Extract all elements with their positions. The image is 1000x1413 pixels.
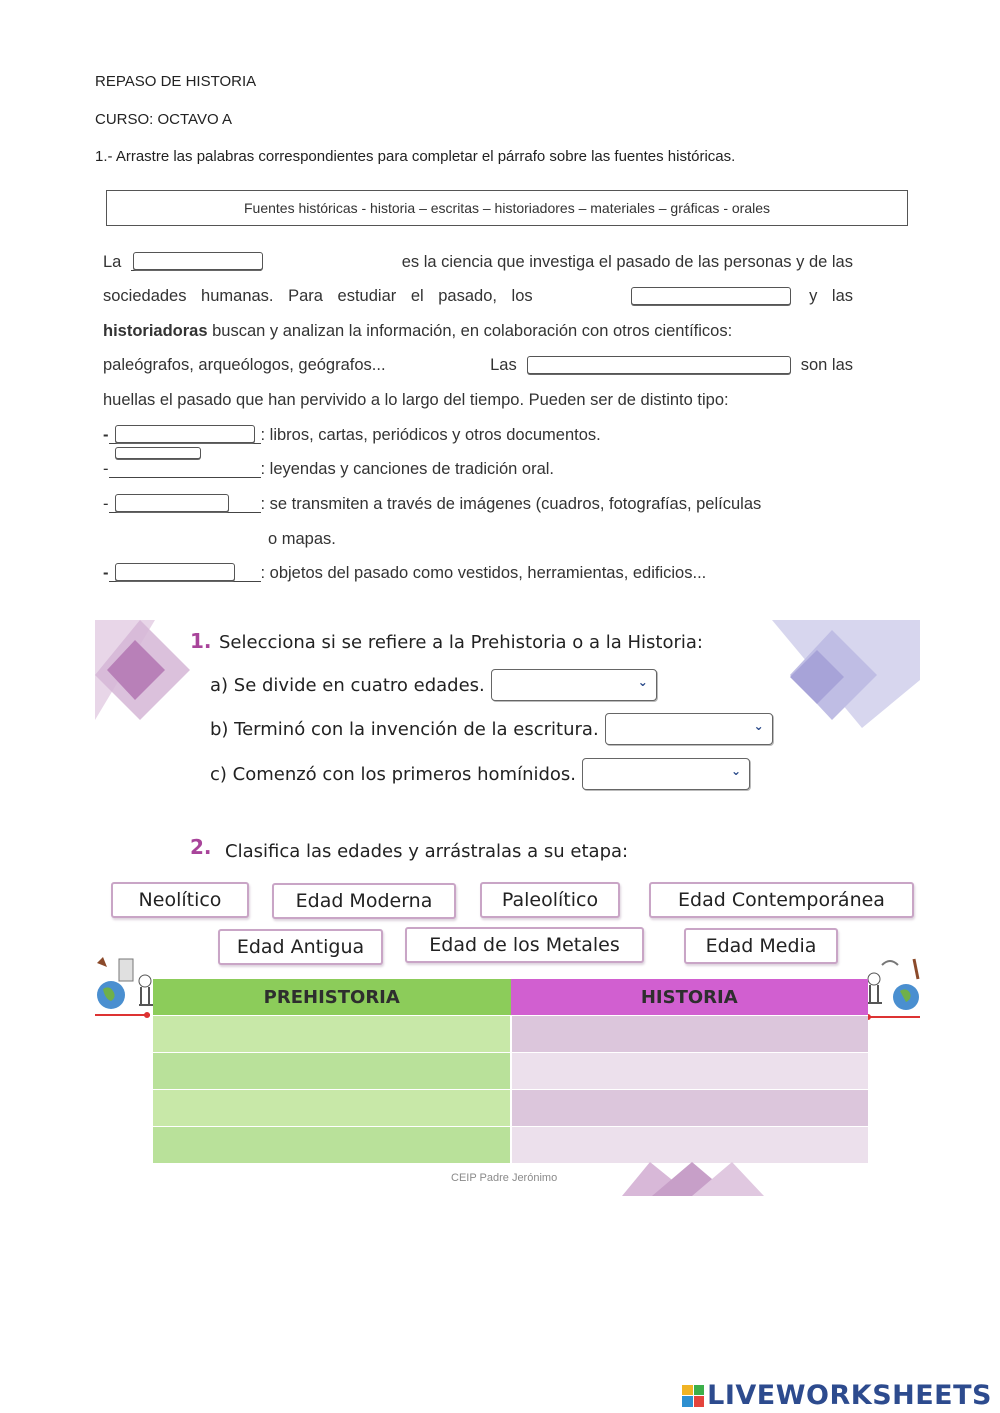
drop-blank-orales[interactable] xyxy=(115,447,201,459)
drop-cell-prehistoria[interactable] xyxy=(153,1126,512,1163)
select-question-b[interactable] xyxy=(605,713,773,745)
worksheet-title: REPASO DE HISTORIA xyxy=(95,73,257,90)
drop-blank-historia[interactable] xyxy=(133,252,263,270)
historian-illustration-left xyxy=(95,955,155,1021)
select-question-c[interactable] xyxy=(582,758,750,790)
header-historia: HISTORIA xyxy=(511,979,869,1015)
drop-blank-materiales[interactable] xyxy=(115,563,235,581)
liveworksheets-logo-icon xyxy=(682,1385,704,1407)
drag-chip-edad-moderna[interactable]: Edad Moderna xyxy=(272,883,456,919)
select-question-a[interactable] xyxy=(491,669,657,701)
drop-cell-historia[interactable] xyxy=(512,1052,869,1089)
table-row xyxy=(153,1015,868,1052)
text-historiadoras: historiadoras xyxy=(103,321,208,340)
text-line-4-c: son las xyxy=(800,355,853,374)
brand-name: LIVEWORKSHEETS xyxy=(707,1380,992,1411)
paragraph-line-5 xyxy=(103,386,853,414)
classification-table xyxy=(153,979,868,1163)
instruction-text: 1.- Arrastre las palabras correspondientes para completar el párrafo sobre las fuentes históricas. xyxy=(95,148,736,165)
drop-cell-prehistoria[interactable] xyxy=(153,1052,512,1089)
drop-blank-fuentes-historicas[interactable] xyxy=(527,356,791,374)
paragraph-line-3 xyxy=(103,317,853,345)
question-b xyxy=(210,713,773,745)
paragraph-line-2 xyxy=(103,282,853,310)
exercise-2-number-text: 2. xyxy=(190,835,212,859)
paragraph-line-7 xyxy=(103,455,853,483)
drag-chip-edad-media[interactable]: Edad Media xyxy=(684,928,838,964)
question-a xyxy=(210,669,657,701)
chevron-down-icon: ⌄ xyxy=(637,675,648,689)
text-line-4-a: paleógrafos, arqueólogos, geógrafos... xyxy=(103,355,386,374)
decorative-diamonds-right xyxy=(772,620,920,728)
text-line-7: : leyendas y canciones de tradición oral. xyxy=(260,459,555,478)
drop-cell-historia[interactable] xyxy=(512,1015,869,1052)
header-prehistoria: PREHISTORIA xyxy=(153,979,511,1015)
table-header-row xyxy=(153,979,868,1015)
historian-illustration-right xyxy=(862,955,920,1021)
text-las: Las xyxy=(490,355,517,374)
text-line-2-b: y las xyxy=(809,286,853,305)
paragraph-line-6 xyxy=(103,421,853,449)
paragraph-line-8 xyxy=(103,490,853,518)
question-c-text: c) Comenzó con los primeros homínidos. xyxy=(210,763,577,785)
text-la: La xyxy=(103,252,122,271)
drop-cell-historia[interactable] xyxy=(512,1089,869,1126)
chevron-down-icon: ⌄ xyxy=(753,719,764,733)
exercise-1-title: Selecciona si se refiere a la Prehistoria o a la Historia: xyxy=(219,632,703,653)
drag-chip-paleolitico[interactable]: Paleolítico xyxy=(480,882,620,918)
paragraph-line-1 xyxy=(103,248,853,276)
text-line-10: : objetos del pasado como vestidos, herramientas, edificios... xyxy=(260,563,707,582)
decorative-diamonds-left xyxy=(95,620,205,720)
dash: - xyxy=(103,563,109,582)
text-line-9: o mapas. xyxy=(268,529,336,548)
dash: - xyxy=(103,459,109,478)
text-line-2-a: sociedades humanas. Para estudiar el pasado, los xyxy=(103,286,533,305)
exercise-1-number xyxy=(190,629,212,653)
blank-underline-8 xyxy=(109,496,261,513)
course-label: CURSO: OCTAVO A xyxy=(95,111,232,128)
word-bank xyxy=(106,190,908,226)
paragraph-line-9 xyxy=(268,525,468,553)
text-line-1-rest: es la ciencia que investiga el pasado de las personas y de las xyxy=(401,252,853,271)
exercise-2-title: Clasifica las edades y arrástralas a su etapa: xyxy=(225,841,629,862)
chevron-down-icon: ⌄ xyxy=(730,764,742,778)
blank-underline-10 xyxy=(109,565,261,582)
text-line-8: : se transmiten a través de imágenes (cuadros, fotografías, películas xyxy=(260,494,762,513)
text-line-5: huellas el pasado que han pervivido a lo largo del tiempo. Pueden ser de distinto tipo: xyxy=(103,390,729,409)
drop-cell-prehistoria[interactable] xyxy=(153,1015,512,1052)
exercise-2-number xyxy=(190,835,212,859)
liveworksheets-brand xyxy=(682,1380,992,1411)
table-row xyxy=(153,1089,868,1126)
paragraph-line-4 xyxy=(103,351,853,379)
blank-underline-1 xyxy=(131,254,261,271)
drop-blank-escritas[interactable] xyxy=(115,425,255,443)
dash: - xyxy=(103,494,109,513)
drag-chip-neolitico[interactable]: Neolítico xyxy=(111,882,249,918)
paragraph-line-10 xyxy=(103,559,853,587)
drop-blank-graficas[interactable] xyxy=(115,494,229,512)
drag-chip-edad-antigua[interactable]: Edad Antigua xyxy=(218,929,383,965)
question-c xyxy=(210,758,750,790)
blank-underline-6 xyxy=(109,427,261,444)
question-b-text: b) Terminó con la invención de la escritura. xyxy=(210,718,599,740)
footer-note: CEIP Padre Jerónimo xyxy=(451,1172,558,1184)
drag-chip-edad-de-los-metales[interactable]: Edad de los Metales xyxy=(405,927,644,963)
decorative-triangles-bottom xyxy=(622,1162,764,1196)
dash: - xyxy=(103,425,109,444)
text-line-3-rest: buscan y analizan la información, en colaboración con otros científicos: xyxy=(212,321,733,340)
table-row xyxy=(153,1126,868,1163)
drop-blank-historiadores[interactable] xyxy=(631,287,791,305)
blank-underline-7 xyxy=(109,461,261,478)
word-bank-text: Fuentes históricas - historia – escritas – historiadores – materiales – gráficas - orales xyxy=(244,200,770,216)
table-row xyxy=(153,1052,868,1089)
text-line-6: : libros, cartas, periódicos y otros documentos. xyxy=(260,425,601,444)
exercise-1-number-text: 1. xyxy=(190,629,212,653)
question-a-text: a) Se divide en cuatro edades. xyxy=(210,674,485,696)
drop-cell-prehistoria[interactable] xyxy=(153,1089,512,1126)
drag-chip-edad-contemporanea[interactable]: Edad Contemporánea xyxy=(649,882,914,918)
drop-cell-historia[interactable] xyxy=(512,1126,869,1163)
